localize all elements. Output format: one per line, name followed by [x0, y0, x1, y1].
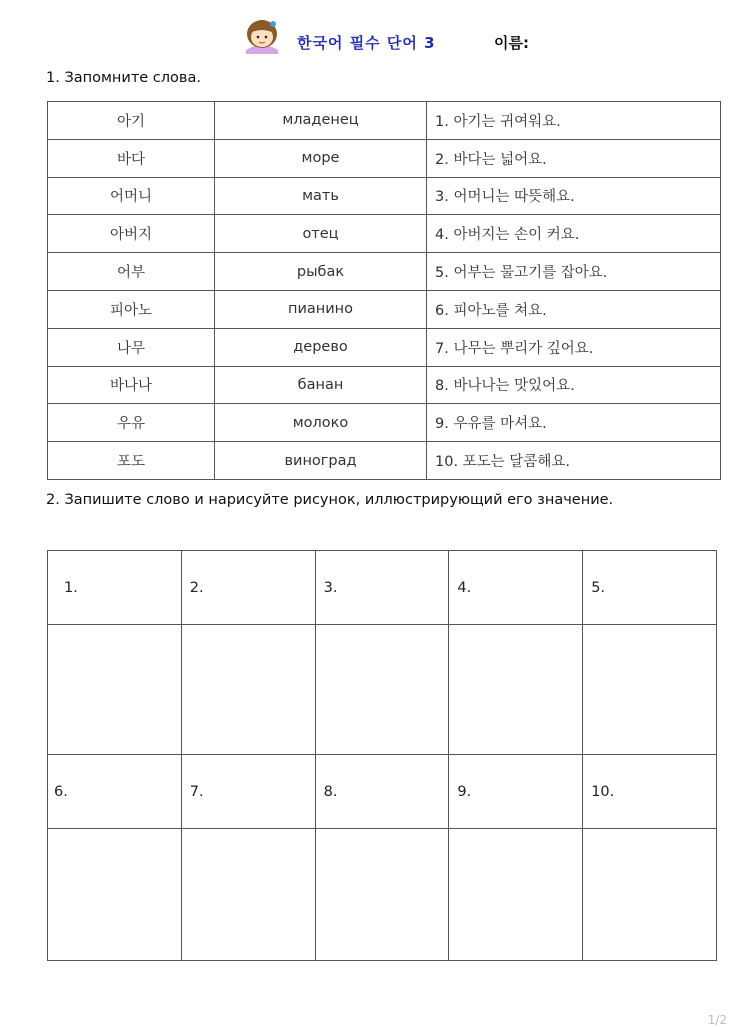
drawing-area: [181, 625, 315, 755]
grid-cell-label: [583, 755, 717, 829]
cell-number: 6.: [54, 783, 68, 800]
drawing-row: [48, 625, 717, 755]
cell-number: 2.: [189, 579, 204, 596]
drawing-row: [48, 829, 717, 961]
drawing-area: [181, 829, 315, 961]
example-sentence: 1. 아기는 귀여워요.: [427, 102, 721, 140]
korean-word: 우유: [48, 404, 215, 442]
drawing-area: [583, 829, 717, 961]
number-row: [48, 755, 717, 829]
cell-number: 9.: [457, 783, 472, 800]
vocabulary-table: [47, 101, 721, 480]
table-row: [48, 290, 721, 328]
example-sentence: 5. 어부는 물고기를 잡아요.: [427, 253, 721, 291]
drawing-area: [449, 625, 583, 755]
table-row: [48, 215, 721, 253]
korean-word: 피아노: [48, 290, 215, 328]
worksheet-title: 한국어 필수 단어 3: [297, 34, 436, 52]
korean-word: 아버지: [48, 215, 215, 253]
girl-avatar-icon: [236, 16, 288, 54]
drawing-area: [449, 829, 583, 961]
russian-word: дерево: [215, 328, 427, 366]
table-row: [48, 366, 721, 404]
drawing-area: [583, 625, 717, 755]
table-row: [48, 404, 721, 442]
example-sentence: 6. 피아노를 쳐요.: [427, 290, 721, 328]
cell-number: 4.: [457, 579, 472, 596]
grid-cell-label: [181, 551, 315, 625]
number-row: [48, 551, 717, 625]
drawing-area: [315, 829, 449, 961]
russian-word: младенец: [215, 102, 427, 140]
korean-word: 아기: [48, 102, 215, 140]
korean-word: 포도: [48, 442, 215, 480]
russian-word: виноград: [215, 442, 427, 480]
cell-number: 3.: [323, 579, 338, 596]
cell-number: 8.: [323, 783, 338, 800]
name-label: 이름:: [494, 34, 529, 52]
russian-word: банан: [215, 366, 427, 404]
korean-word: 어부: [48, 253, 215, 291]
example-sentence: 3. 어머니는 따뜻해요.: [427, 177, 721, 215]
korean-word: 바다: [48, 139, 215, 177]
drawing-area: [315, 625, 449, 755]
korean-word: 나무: [48, 328, 215, 366]
cell-number: 1.: [64, 579, 78, 596]
section-2-heading: 2. Запишите слово и нарисуйте рисунок, иллюстрирующий его значение.: [46, 492, 614, 508]
section-1-heading: 1. Запомните слова.: [46, 70, 201, 86]
korean-word: 바나나: [48, 366, 215, 404]
example-sentence: 7. 나무는 뿌리가 깊어요.: [427, 328, 721, 366]
korean-word: 어머니: [48, 177, 215, 215]
table-row: [48, 442, 721, 480]
example-sentence: 2. 바다는 넓어요.: [427, 139, 721, 177]
grid-cell-label: [449, 551, 583, 625]
russian-word: молоко: [215, 404, 427, 442]
page-number: 1/2: [707, 1013, 727, 1027]
drawing-area: [48, 625, 182, 755]
russian-word: пианино: [215, 290, 427, 328]
russian-word: рыбак: [215, 253, 427, 291]
example-sentence: 4. 아버지는 손이 커요.: [427, 215, 721, 253]
russian-word: отец: [215, 215, 427, 253]
grid-cell-label: [48, 551, 182, 625]
grid-cell-label: [48, 755, 182, 829]
table-row: [48, 177, 721, 215]
grid-cell-label: [315, 551, 449, 625]
worksheet-header: [0, 12, 743, 58]
drawing-area: [48, 829, 182, 961]
table-row: [48, 139, 721, 177]
example-sentence: 9. 우유를 마셔요.: [427, 404, 721, 442]
table-row: [48, 102, 721, 140]
table-row: [48, 328, 721, 366]
cell-number: 5.: [591, 579, 606, 596]
example-sentence: 8. 바나나는 맛있어요.: [427, 366, 721, 404]
grid-cell-label: [449, 755, 583, 829]
example-sentence: 10. 포도는 달콤해요.: [427, 442, 721, 480]
grid-cell-label: [315, 755, 449, 829]
grid-cell-label: [181, 755, 315, 829]
russian-word: море: [215, 139, 427, 177]
russian-word: мать: [215, 177, 427, 215]
grid-cell-label: [583, 551, 717, 625]
drawing-grid: [47, 550, 717, 961]
cell-number: 10.: [591, 783, 615, 800]
table-row: [48, 253, 721, 291]
cell-number: 7.: [189, 783, 204, 800]
